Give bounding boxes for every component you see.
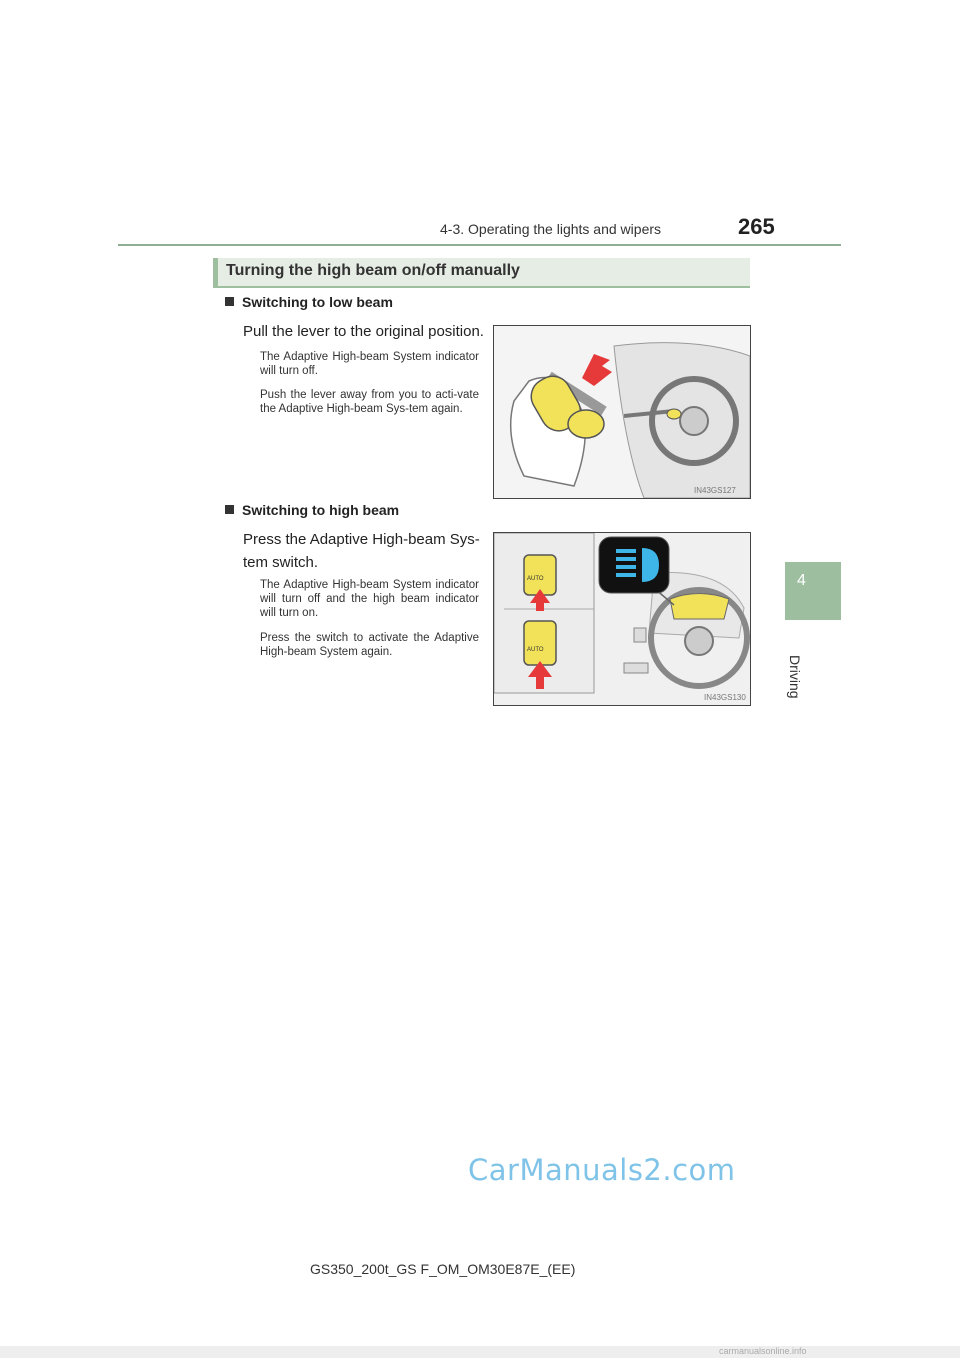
low-beam-figure-code: IN43GS127 bbox=[694, 486, 736, 495]
section-bar bbox=[213, 258, 750, 288]
chapter-label: Driving bbox=[787, 655, 803, 699]
high-beam-heading bbox=[225, 502, 399, 518]
high-beam-note-2: Press the switch to activate the Adaptive High-beam System again. bbox=[260, 632, 479, 658]
high-beam-note-1: The Adaptive High-beam System indicator will turn off and the high beam indicator will turn on. bbox=[260, 579, 479, 619]
document-code: GS350_200t_GS F_OM_OM30E87E_(EE) bbox=[310, 1261, 576, 1277]
bottom-strip bbox=[0, 1346, 960, 1358]
lever-drawing bbox=[494, 326, 750, 498]
switch-auto-label-bottom: AUTO bbox=[527, 647, 544, 653]
bullet-square-icon bbox=[225, 297, 234, 306]
running-header: 4-3. Operating the lights and wipers bbox=[440, 221, 662, 237]
watermark: CarManuals2.com bbox=[468, 1153, 736, 1187]
high-beam-instruction-1: Press the Adaptive High-beam Sys- bbox=[243, 531, 480, 548]
switch-auto-label-top: AUTO bbox=[527, 576, 544, 582]
lever-illustration bbox=[493, 325, 751, 499]
bottom-credit: carmanualsonline.info bbox=[719, 1346, 807, 1356]
page-number: 265 bbox=[738, 214, 775, 239]
header-rule bbox=[118, 244, 841, 246]
section-marker bbox=[213, 258, 218, 286]
low-beam-heading-text: Switching to low beam bbox=[242, 294, 393, 310]
low-beam-instruction: Pull the lever to the original position. bbox=[243, 323, 484, 340]
high-beam-heading-text: Switching to high beam bbox=[242, 502, 400, 518]
high-beam-instruction-2: tem switch. bbox=[243, 554, 319, 571]
chapter-tab[interactable] bbox=[785, 562, 841, 620]
section-title: Turning the high beam on/off manually bbox=[226, 262, 520, 279]
high-beam-figure-code: IN43GS130 bbox=[704, 693, 746, 702]
switch-illustration bbox=[493, 532, 751, 706]
low-beam-heading bbox=[225, 294, 393, 310]
bullet-square-icon bbox=[225, 505, 234, 514]
low-beam-note-2: Push the lever away from you to acti-vate the Adaptive High-beam Sys-tem again. bbox=[260, 389, 479, 415]
low-beam-note-1: The Adaptive High-beam System indicator will turn off. bbox=[260, 351, 479, 377]
chapter-number: 4 bbox=[797, 572, 806, 589]
switch-drawing bbox=[494, 533, 750, 705]
